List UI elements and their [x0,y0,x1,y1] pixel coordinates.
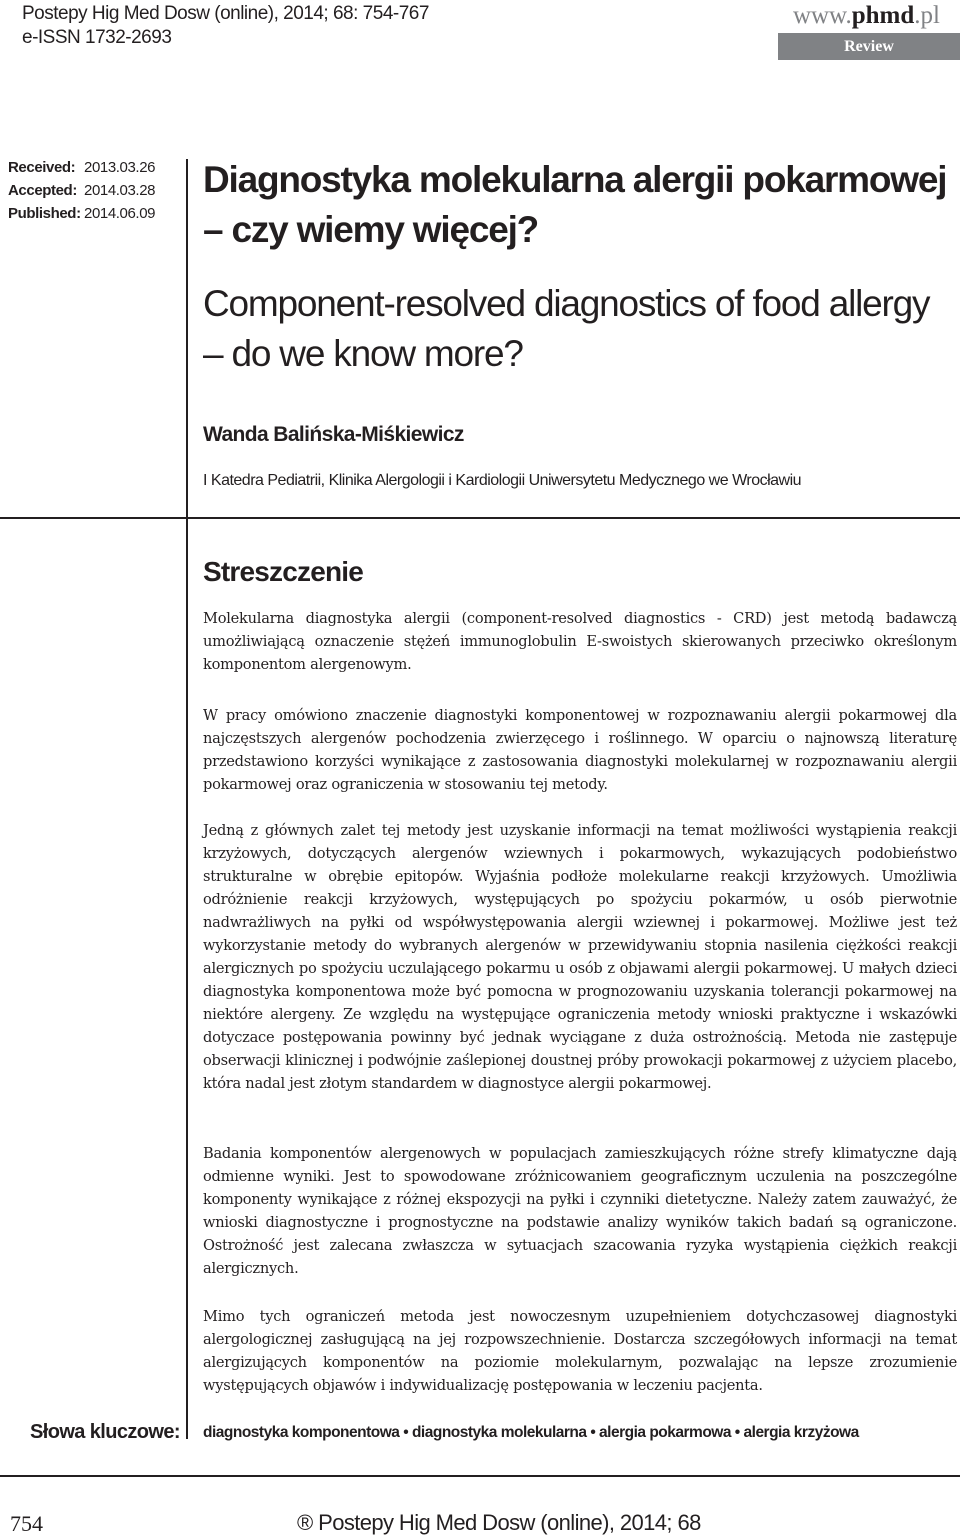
site-prefix: www. [792,2,852,29]
footer-citation: ® Postepy Hig Med Dosw (online), 2014; 68 [297,1510,701,1535]
abstract-paragraph-4: Badania komponentów alergenowych w populacjach zamieszkujących różne strefy klimatyczne dają odmienne wyniki. Jest to spowodowane zróżnicowaniem geograficznym uczulenia na poszczególne komponenty wynikające z różnej ekspozycji na pyłki i czynniki dietetyczne. Należy zatem zauważyć, że wnioski diagnostyczne i prognostyczne na podstawie analizy wyników takich badań są ograniczone. Ostrożność jest zalecana zwłaszcza w sytuacjach szacowania ryzyka wystąpienia ciężkich reakcji alergicznych. [203,1145,957,1277]
page-number: 754 [10,1511,43,1536]
article-type-badge: Review [778,33,960,60]
title-en-line2: – do we know more? [203,333,523,374]
journal-citation: Postepy Hig Med Dosw (online), 2014; 68: 754-767 [22,3,429,24]
title-pl-line1: Diagnostyka molekularna alergii pokarmowej [203,159,947,200]
abstract-paragraph-5: Mimo tych ograniczeń metoda jest nowoczesnym uzupełnieniem dotychczasowej diagnostyki alergologicznej zasługującą na jej rozpowszechnienie. Dostarcza szczegółowych informacji na temat alergizujących komponentów na poziomie molekularnym, pozwalając na lepsze zrozumienie występujących objawów i indywidualizację postępowania w leczeniu pacjenta. [203,1308,957,1394]
keywords-list: diagnostyka komponentowa • diagnostyka molekularna • alergia pokarmowa • alergia krzyżowa [203,1424,859,1441]
footer-divider [0,1475,960,1477]
accepted-date: Accepted: 2014.03.28 [8,182,156,199]
abstract-paragraph-1: Molekularna diagnostyka alergii (component-resolved diagnostics - CRD) jest metodą badawczą umożliwiającą oznaczenie stężeń immunoglobulin E-swoistych skierowanych przeciwko określonym komponentom alergenowym. [203,610,957,673]
received-date: Received: 2013.03.26 [8,159,156,176]
published-date: Published: 2014.06.09 [8,205,156,222]
site-name: phmd [851,2,915,29]
title-en-line1: Component-resolved diagnostics of food allergy [203,283,930,324]
abstract-paragraph-3: Jedną z głównych zalet tej metody jest uzyskanie informacji na temat możliwości wystąpienia reakcji krzyżowych, dotyczących alergenów wziewnych i pokarmowych, wykazujących podobieństwo strukturalne w obrębie epitopów. Wyjaśnia podłoże molekularne reakcji krzyżowych. Umożliwia odróżnienie reakcji krzyżowych, występujących po spożyciu pokarmów, u osób pierwotnie nadwrażliwych na pyłki od współwystępowania alergii wziewnej i pokarmowej. Możliwe jest też wykorzystanie metody do wybranych alergenów w przewidywaniu stopnia nasilenia ciężkości reakcji alergicznych po spożyciu uczulającego pokarmu u osób z objawami alergii pokarmowej. U małych dzieci diagnostyka komponentowa może być pomocna w prognozowaniu uzyskania tolerancji pokarmowej na niektóre alergeny. Ze względu na występujące ograniczenia metody wnioski praktyczne i wskazówki dotyczace postępowania powinny być jednak wyciągane z duża ostrożnością. Metoda nie zastępuje obserwacji klinicznej i podwójnie zaślepionej doustnej próby prowokacji pokarmowej z użyciem placebo, która nadal jest złotym standardem w diagnostyce alergii pokarmowej. [203,822,957,1092]
title-pl-line2: – czy wiemy więcej? [203,209,539,250]
vertical-divider-top [186,159,188,521]
horizontal-divider [0,517,960,519]
site-suffix: .pl [914,2,940,29]
author-affiliation: I Katedra Pediatrii, Klinika Alergologii i Kardiologii Uniwersytetu Medycznego we Wrocławiu [203,472,802,489]
journal-website[interactable] [793,0,940,32]
abstract-heading: Streszczenie [203,556,364,587]
journal-issn: e-ISSN 1732-2693 [22,27,172,48]
author-name: Wanda Balińska-Miśkiewicz [203,423,464,446]
vertical-divider-main [186,519,188,1439]
abstract-paragraph-2: W pracy omówiono znaczenie diagnostyki komponentowej w rozpoznawaniu alergii pokarmowej dla najczęstszych alergenów pochodzenia zwierzęcego i roślinnego. W oparciu o najnowszą literaturę przedstawiono korzyści wynikające z zastosowania diagnostyki molekularnej w rozpoznawaniu alergii pokarmowej oraz ograniczenia w stosowaniu tej metody. [203,707,957,793]
keywords-label: Słowa kluczowe: [30,1421,180,1443]
